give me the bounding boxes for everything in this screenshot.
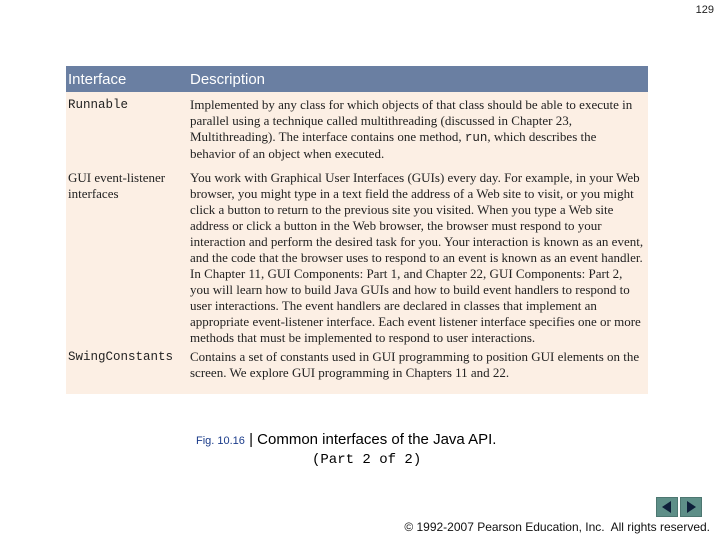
figure-caption (196, 431, 496, 448)
caption-subtext: (Part 2 of 2) (312, 452, 422, 468)
previous-slide-button[interactable] (656, 497, 678, 517)
next-slide-button[interactable] (680, 497, 702, 517)
table-row (66, 170, 648, 346)
header-description: Description (190, 70, 266, 88)
table-row (66, 97, 648, 162)
method-name-code: run (464, 131, 488, 145)
description-text: , which describes the behavior of an object when executed. (190, 129, 597, 161)
interface-description: Contains a set of constants used in GUI programming to position GUI elements on the screen. We explore GUI programming in Chapters 11 and 22. (190, 349, 640, 380)
figure-label: Fig. 10.16 (196, 435, 245, 447)
interfaces-table (66, 66, 648, 394)
interface-name: GUI event-listener interfaces (68, 170, 166, 201)
header-interface: Interface (68, 70, 127, 88)
previous-arrow-icon (660, 500, 674, 514)
interface-name: Runnable (68, 98, 129, 112)
copyright-footer: © 1992-2007 Pearson Education, Inc. All rights reserved. (404, 520, 710, 534)
interface-description (190, 97, 648, 162)
table-header (66, 66, 648, 92)
page-number: 129 (695, 4, 714, 16)
table-row (66, 349, 648, 381)
caption-separator: | (244, 431, 258, 448)
description-text: Implemented by any class for which objects of that class should be able to execute in parallel using a technique called multithreading (discussed in Chapter 23, Multithreading). The interface contains one method, (190, 97, 633, 144)
caption-text: Common interfaces of the Java API. (257, 431, 497, 448)
interface-description: You work with Graphical User Interfaces (GUIs) every day. For example, in your Web browser, you might type in a text field the address of a Web site to visit, or you might click a button to return to the previous site you visited. When you type a Web site address or click a button in the Web browser, the browser must respond to your interaction and perform the desired task for you. Your interaction is known as an event, and the code that the browser uses to respond to an event is known as an event handler. In Chapter 11, GUI Components: Part 1, and Chapter 22, GUI Components: Part 2, you will learn how to build Java GUIs and how to build event handlers to respond to user interactions. The event handlers are declared in classes that implement an appropriate event-listener interface. Each event listener interface specifies one or more methods that must be implemented to respond to user interactions. (190, 170, 644, 345)
slide-navigation (656, 497, 702, 517)
next-arrow-icon (684, 500, 698, 514)
interface-name: SwingConstants (68, 350, 174, 364)
